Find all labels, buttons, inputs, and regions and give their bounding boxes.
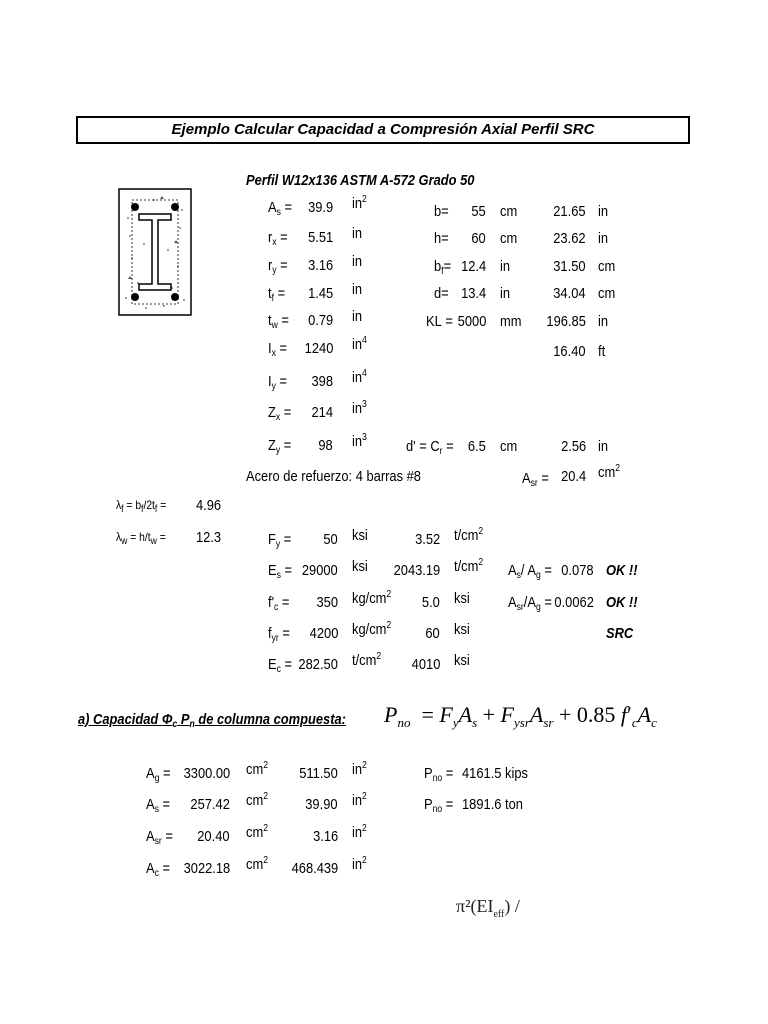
prop-unit: $in^4$ bbox=[352, 335, 367, 353]
pno-value: 1891.6 ton bbox=[462, 796, 523, 813]
material-converted-unit: ksi bbox=[454, 621, 470, 638]
slenderness-label: $\lambda_w = h/t_w$ = bbox=[116, 530, 166, 547]
dim-converted-unit: in bbox=[598, 203, 609, 220]
area-unit: $cm^2$ bbox=[246, 791, 268, 809]
material-value: 29000 bbox=[302, 562, 338, 579]
prop-label: $Z_x$ = bbox=[268, 404, 292, 423]
cover-converted: 2.56 bbox=[560, 438, 586, 455]
prop-value: 1240 bbox=[304, 340, 333, 357]
material-converted-unit: $t/cm^2$ bbox=[454, 526, 484, 544]
material-unit: $kg/cm^2$ bbox=[352, 620, 392, 638]
area-converted-unit: $in^2$ bbox=[352, 760, 367, 778]
area-unit: $cm^2$ bbox=[246, 855, 268, 873]
dim-label: $b_f=$ bbox=[434, 258, 452, 277]
ratio-value: 0.078 bbox=[561, 562, 594, 579]
cover-unit: cm bbox=[500, 438, 518, 455]
area-label: $A_{sr}$ = bbox=[146, 828, 173, 847]
section-a-heading: a) Capacidad $\Phi_c$ $P_n$ de columna compuesta: bbox=[78, 711, 346, 730]
material-converted: 60 bbox=[425, 625, 440, 642]
dim-label: d= bbox=[434, 285, 449, 302]
prop-label: $I_x$ = bbox=[268, 340, 288, 359]
ratio-value: 0.0062 bbox=[554, 594, 594, 611]
area-converted: 511.50 bbox=[299, 765, 338, 782]
prop-unit: $in^2$ bbox=[352, 194, 367, 212]
dim-value: 55 bbox=[471, 203, 486, 220]
prop-unit: $in^3$ bbox=[352, 432, 367, 450]
slenderness-label: $\lambda_f = b_f/2t_f$ = bbox=[116, 498, 167, 515]
area-value: 3022.18 bbox=[183, 860, 230, 877]
area-converted: 3.16 bbox=[312, 828, 338, 845]
dim-converted-unit: in bbox=[598, 313, 609, 330]
area-converted: 468.439 bbox=[291, 860, 338, 877]
section-drawing bbox=[118, 188, 192, 321]
area-value: 20.40 bbox=[197, 828, 230, 845]
prop-value: 1.45 bbox=[307, 285, 333, 302]
dim-converted-unit: in bbox=[598, 230, 609, 247]
material-label: $F_y$ = bbox=[268, 531, 292, 550]
cover-value: 6.5 bbox=[468, 438, 486, 455]
material-value: 4200 bbox=[309, 625, 338, 642]
dim-unit: in bbox=[500, 285, 511, 302]
area-unit: $cm^2$ bbox=[246, 760, 268, 778]
ratio-status: SRC bbox=[606, 625, 634, 642]
dim-value: 13.4 bbox=[460, 285, 486, 302]
material-value: 282.50 bbox=[298, 656, 338, 673]
prop-value: 3.16 bbox=[307, 257, 333, 274]
src-section-icon bbox=[118, 188, 192, 316]
pno-formula: $P_{no} = F_yA_s + F_{ysr}A_{sr} + 0.85$ $f'_cA_c$ bbox=[384, 702, 657, 730]
prop-unit: in bbox=[352, 281, 363, 298]
pno-label: $P_{no}$ = bbox=[424, 765, 454, 784]
dim-converted: 34.04 bbox=[553, 285, 586, 302]
prop-unit: in bbox=[352, 308, 363, 325]
area-converted: 39.90 bbox=[305, 796, 338, 813]
material-unit: $t/cm^2$ bbox=[352, 651, 382, 669]
material-label: $E_c$ = bbox=[268, 656, 293, 675]
prop-value: 39.9 bbox=[307, 199, 333, 216]
asr-value: 20.4 bbox=[560, 468, 586, 485]
area-converted-unit: $in^2$ bbox=[352, 791, 367, 809]
prop-label: $Z_y$ = bbox=[268, 437, 292, 456]
dim-value: 12.4 bbox=[460, 258, 486, 275]
material-converted-unit: ksi bbox=[454, 652, 470, 669]
rebar-text: Acero de refuerzo: 4 barras #8 bbox=[246, 468, 421, 485]
dim-unit: mm bbox=[500, 313, 522, 330]
material-converted: 3.52 bbox=[414, 531, 440, 548]
material-converted: 4010 bbox=[411, 656, 440, 673]
prop-value: 98 bbox=[318, 437, 333, 454]
profile-heading: Perfil W12x136 ASTM A-572 Grado 50 bbox=[246, 172, 475, 189]
material-converted-unit: $t/cm^2$ bbox=[454, 557, 484, 575]
dim-converted: 16.40 bbox=[553, 343, 586, 360]
area-value: 3300.00 bbox=[183, 765, 230, 782]
material-value: 50 bbox=[323, 531, 338, 548]
area-label: $A_g$ = bbox=[146, 765, 171, 784]
dim-converted: 21.65 bbox=[553, 203, 586, 220]
title-box bbox=[76, 116, 690, 144]
asr-label: $A_{sr}$ = bbox=[522, 470, 549, 489]
dim-label: KL = bbox=[426, 313, 453, 330]
asr-unit: $cm^2$ bbox=[598, 463, 620, 481]
area-label: $A_s$ = bbox=[146, 796, 171, 815]
euler-formula-partial: $\pi^2(EI_{eff})$ / bbox=[456, 896, 520, 920]
area-label: $A_c$ = bbox=[146, 860, 171, 879]
dim-label: h= bbox=[434, 230, 449, 247]
material-unit: $kg/cm^2$ bbox=[352, 589, 392, 607]
material-value: 350 bbox=[316, 594, 338, 611]
ratio-label: $A_s/$ $A_g$ = bbox=[508, 562, 552, 581]
prop-value: 398 bbox=[311, 373, 333, 390]
prop-label: $r_y$ = bbox=[268, 257, 288, 276]
cover-converted-unit: in bbox=[598, 438, 609, 455]
area-converted-unit: $in^2$ bbox=[352, 823, 367, 841]
dim-unit: cm bbox=[500, 230, 518, 247]
prop-label: $I_y$ = bbox=[268, 373, 288, 392]
pno-label: $P_{no}$ = bbox=[424, 796, 454, 815]
prop-value: 0.79 bbox=[307, 312, 333, 329]
dim-value: 5000 bbox=[457, 313, 486, 330]
ratio-status: OK !! bbox=[606, 562, 638, 579]
slenderness-value: 4.96 bbox=[196, 497, 222, 514]
prop-value: 5.51 bbox=[307, 229, 333, 246]
dim-converted-unit: cm bbox=[598, 285, 616, 302]
pno-value: 4161.5 kips bbox=[462, 765, 528, 782]
prop-label: $A_s$ = bbox=[268, 199, 293, 218]
page-title: Ejemplo Calcular Capacidad a Compresión Axial Perfil SRC bbox=[171, 121, 595, 138]
prop-unit: $in^3$ bbox=[352, 399, 367, 417]
area-unit: $cm^2$ bbox=[246, 823, 268, 841]
material-unit: ksi bbox=[352, 558, 368, 575]
area-converted-unit: $in^2$ bbox=[352, 855, 367, 873]
dim-converted-unit: ft bbox=[598, 343, 606, 360]
slenderness-value: 12.3 bbox=[196, 529, 222, 546]
dim-converted: 23.62 bbox=[553, 230, 586, 247]
dim-label: b= bbox=[434, 203, 449, 220]
dim-converted: 31.50 bbox=[553, 258, 586, 275]
ratio-label: $A_{sr}/A_g$ = bbox=[508, 594, 552, 613]
prop-label: $t_w$ = bbox=[268, 312, 289, 331]
dim-converted: 196.85 bbox=[546, 313, 586, 330]
dim-unit: in bbox=[500, 258, 511, 275]
cover-label: $d' = C_r$ = bbox=[406, 438, 454, 457]
prop-label: $t_f$ = bbox=[268, 285, 286, 304]
dim-value: 60 bbox=[471, 230, 486, 247]
material-label: $f_{yr}$ = bbox=[268, 625, 290, 644]
ratio-status: OK !! bbox=[606, 594, 638, 611]
prop-unit: in bbox=[352, 225, 363, 242]
dim-converted-unit: cm bbox=[598, 258, 616, 275]
material-converted: 5.0 bbox=[422, 594, 440, 611]
prop-label: $r_x$ = bbox=[268, 229, 288, 248]
area-value: 257.42 bbox=[190, 796, 230, 813]
material-converted-unit: ksi bbox=[454, 590, 470, 607]
material-converted: 2043.19 bbox=[393, 562, 440, 579]
material-label: $E_s$ = bbox=[268, 562, 293, 581]
prop-value: 214 bbox=[311, 404, 333, 421]
dim-unit: cm bbox=[500, 203, 518, 220]
material-unit: ksi bbox=[352, 527, 368, 544]
material-label: $f'_c$ = bbox=[268, 594, 290, 613]
prop-unit: in bbox=[352, 253, 363, 270]
prop-unit: $in^4$ bbox=[352, 368, 367, 386]
